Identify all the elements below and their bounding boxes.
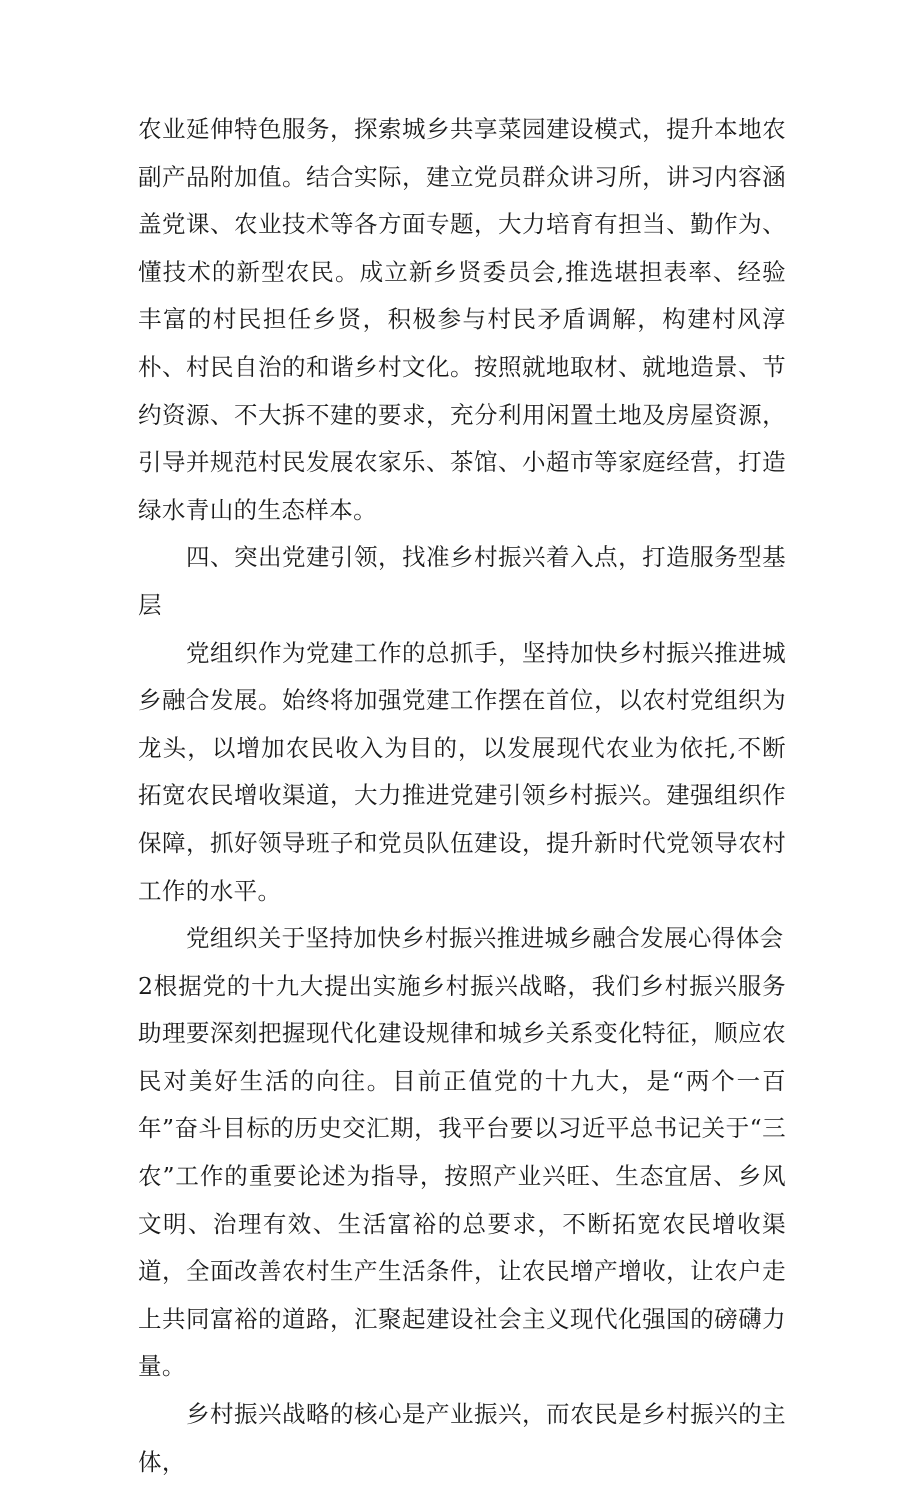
article-title: 党组织关于坚持加快乡村振兴推进城乡融合发展心得体会 xyxy=(186,924,784,953)
section-heading-four: 四、突出党建引领，找准乡村振兴着入点，打造服务型基层 xyxy=(138,543,786,619)
document-body xyxy=(138,106,786,1486)
paragraph-party-organization: 党组织作为党建工作的总抓手，坚持加快乡村振兴推进城乡融合发展。始终将加强党建工作摆在首位，以农村党组织为龙头，以增加农民收入为目的，以发展现代农业为依托,不断拓宽农民增收渠道，大力推进党建引领乡村振兴。建强组织作保障，抓好领导班子和党员队伍建设，提升新时代党领导农村工作的水平。 xyxy=(138,638,786,905)
paragraph-services: 农业延伸特色服务，探索城乡共享菜园建设模式，提升本地农副产品附加值。结合实际，建立党员群众讲习所，讲习内容涵盖党课、农业技术等各方面专题，大力培育有担当、勤作为、懂技术的新型农民。成立新乡贤委员会,推选堪担表率、经验丰富的村民担任乡贤，积极参与村民矛盾调解，构建村风淳朴、村民自治的和谐乡村文化。按照就地取材、就地造景、节约资源、不大拆不建的要求，充分利用闲置土地及房屋资源，引导并规范村民发展农家乐、茶馆、小超市等家庭经营，打造绿水青山的生态样本。 xyxy=(138,115,786,524)
paragraph-core: 乡村振兴战略的核心是产业振兴，而农民是乡村振兴的主体， xyxy=(138,1400,786,1476)
paragraph-strategy: 2根据党的十九大提出实施乡村振兴战略，我们乡村振兴服务助理要深刻把握现代化建设规律和城乡关系变化特征，顺应农民对美好生活的向往。目前正值党的十九大，是“两个一百年”奋斗目标的历史交汇期，我平台要以习近平总书记关于“三农”工作的重要论述为指导，按照产业兴旺、生态宜居、乡风文明、治理有效、生活富裕的总要求，不断拓宽农民增收渠道，全面改善农村生产生活条件，让农民增产增收，让农户走上共同富裕的道路，汇聚起建设社会主义现代化强国的磅礴力量。 xyxy=(138,971,786,1381)
